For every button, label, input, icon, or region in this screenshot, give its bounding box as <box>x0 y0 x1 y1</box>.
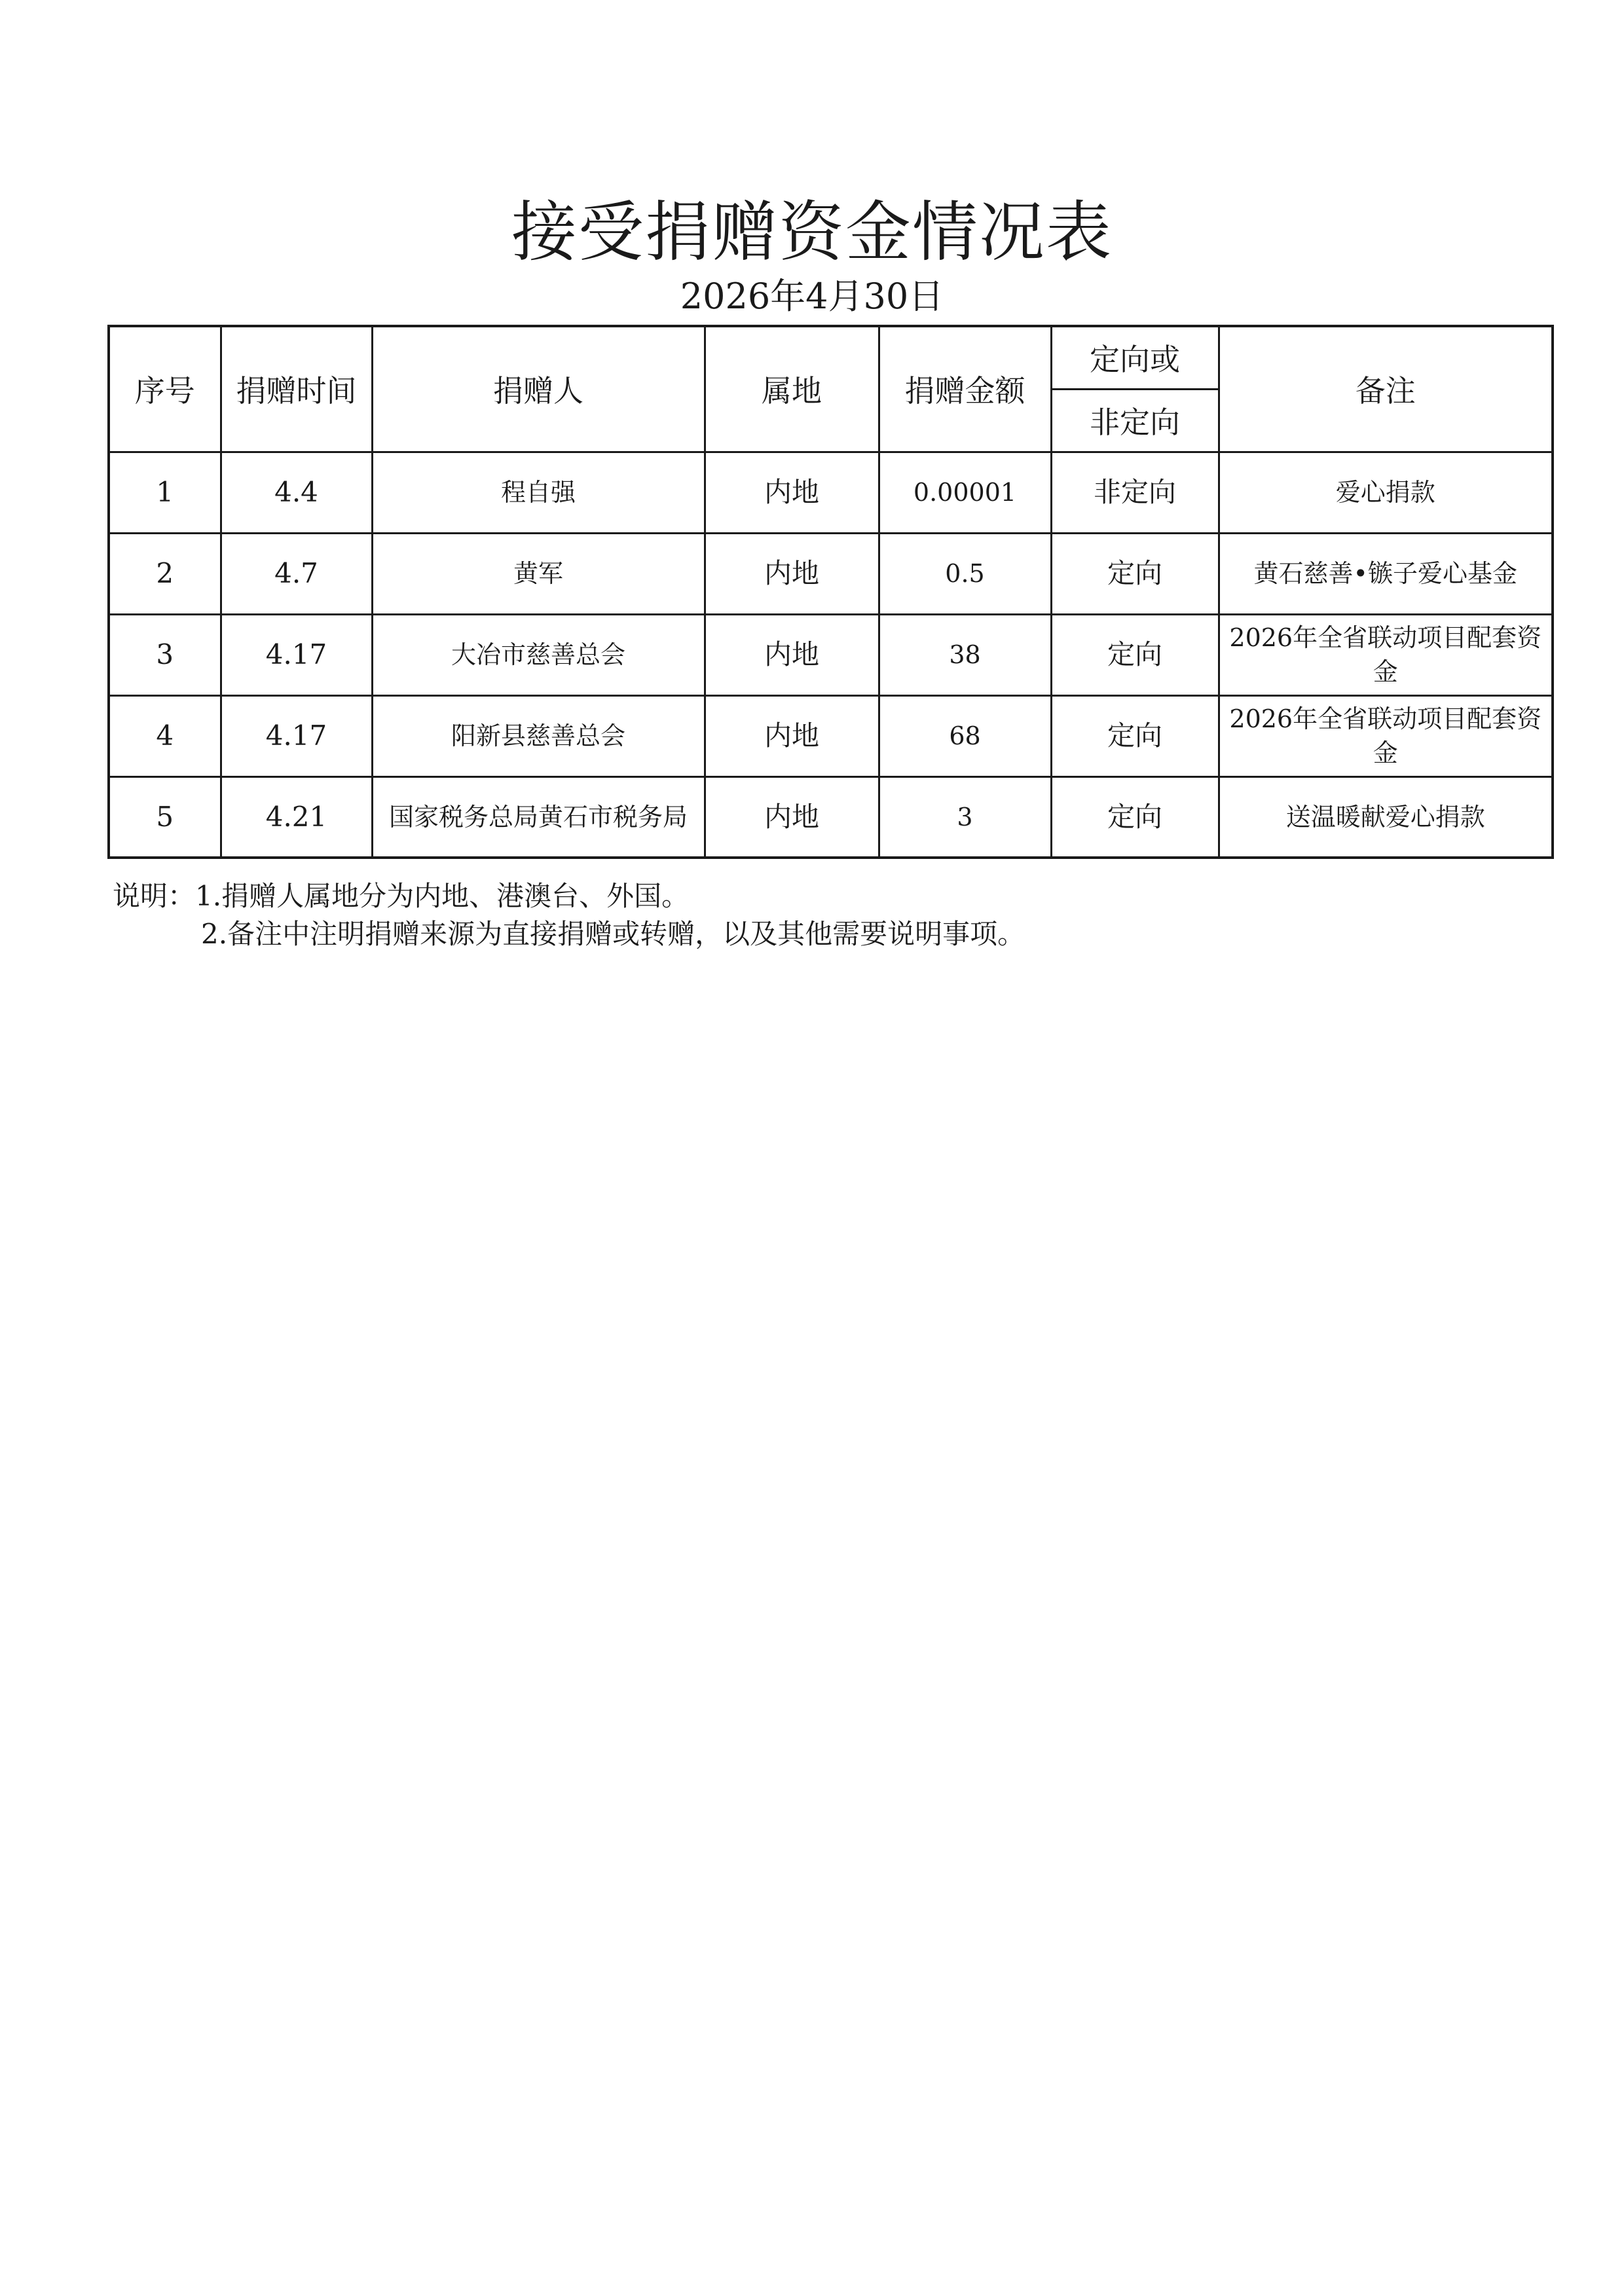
cell-time: 4.17 <box>221 614 372 695</box>
table-header <box>109 326 1553 452</box>
header-amount: 捐赠金额 <box>879 326 1051 452</box>
cell-remark: 送温暖献爱心捐款 <box>1219 776 1553 858</box>
header-remark: 备注 <box>1219 326 1553 452</box>
cell-amount: 0.00001 <box>879 452 1051 533</box>
cell-directed: 定向 <box>1051 533 1219 614</box>
note-line-1: 说明：1.捐赠人属地分为内地、港澳台、外国。 <box>113 880 690 912</box>
note-line-2: 2.备注中注明捐赠来源为直接捐赠或转赠，以及其他需要说明事项。 <box>201 918 1025 950</box>
donations-table <box>107 325 1554 859</box>
cell-location: 内地 <box>705 695 879 776</box>
cell-donor: 黄军 <box>372 533 705 614</box>
cell-amount: 68 <box>879 695 1051 776</box>
header-location: 属地 <box>705 326 879 452</box>
cell-remark: 2026年全省联动项目配套资金 <box>1219 614 1553 695</box>
cell-remark: 黄石慈善•镞子爱心基金 <box>1219 533 1553 614</box>
table-row <box>109 533 1553 614</box>
cell-donor: 程自强 <box>372 452 705 533</box>
cell-donor: 阳新县慈善总会 <box>372 695 705 776</box>
cell-time: 4.7 <box>221 533 372 614</box>
table-row <box>109 776 1553 858</box>
cell-seq: 5 <box>109 776 221 858</box>
cell-amount: 3 <box>879 776 1051 858</box>
cell-location: 内地 <box>705 452 879 533</box>
header-directed-top: 定向或 <box>1051 326 1219 389</box>
cell-location: 内地 <box>705 614 879 695</box>
table-row <box>109 695 1553 776</box>
header-time: 捐赠时间 <box>221 326 372 452</box>
cell-location: 内地 <box>705 776 879 858</box>
cell-donor: 国家税务总局黄石市税务局 <box>372 776 705 858</box>
cell-time: 4.17 <box>221 695 372 776</box>
table-row <box>109 452 1553 533</box>
header-directed-bottom: 非定向 <box>1051 389 1219 452</box>
document-title: 接受捐赠资金情况表 <box>511 194 1113 270</box>
document-date: 2026年4月30日 <box>680 276 944 317</box>
header-seq: 序号 <box>109 326 221 452</box>
cell-amount: 38 <box>879 614 1051 695</box>
cell-donor: 大冶市慈善总会 <box>372 614 705 695</box>
cell-location: 内地 <box>705 533 879 614</box>
cell-seq: 1 <box>109 452 221 533</box>
table-row <box>109 614 1553 695</box>
cell-remark: 2026年全省联动项目配套资金 <box>1219 695 1553 776</box>
cell-time: 4.4 <box>221 452 372 533</box>
cell-seq: 3 <box>109 614 221 695</box>
cell-time: 4.21 <box>221 776 372 858</box>
cell-directed: 定向 <box>1051 614 1219 695</box>
cell-remark: 爱心捐款 <box>1219 452 1553 533</box>
header-donor: 捐赠人 <box>372 326 705 452</box>
cell-directed: 定向 <box>1051 695 1219 776</box>
cell-seq: 2 <box>109 533 221 614</box>
cell-seq: 4 <box>109 695 221 776</box>
cell-directed: 定向 <box>1051 776 1219 858</box>
cell-amount: 0.5 <box>879 533 1051 614</box>
cell-directed: 非定向 <box>1051 452 1219 533</box>
notes-section <box>113 877 1025 953</box>
